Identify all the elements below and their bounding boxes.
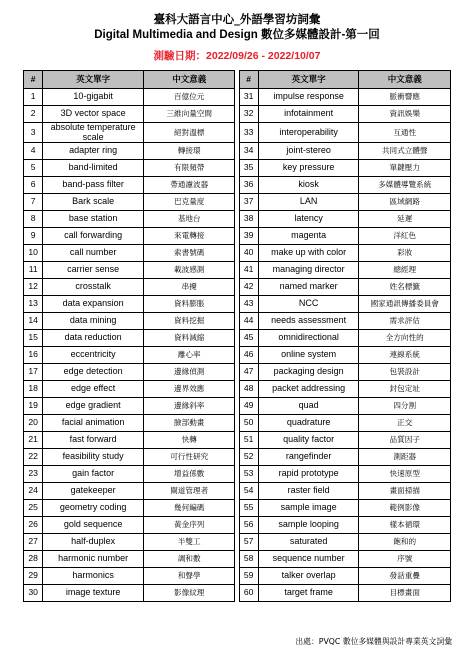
chinese-meaning: 帶通濾波器 <box>143 177 235 194</box>
english-term: raster field <box>258 483 359 500</box>
chinese-meaning: 資料膨脹 <box>143 296 235 313</box>
english-term: carrier sense <box>43 262 144 279</box>
table-row <box>24 330 451 347</box>
chinese-meaning: 互通性 <box>359 123 451 143</box>
word-number: 13 <box>24 296 43 313</box>
chinese-meaning: 快速原型 <box>359 466 451 483</box>
word-number: 19 <box>24 398 43 415</box>
word-number: 8 <box>24 211 43 228</box>
table-row <box>24 313 451 330</box>
word-number: 25 <box>24 500 43 517</box>
chinese-meaning: 洋紅色 <box>359 228 451 245</box>
english-term: packet addressing <box>258 381 359 398</box>
word-number: 9 <box>24 228 43 245</box>
word-number: 40 <box>239 245 258 262</box>
header-zh-left: 中文意義 <box>143 71 235 89</box>
word-number: 5 <box>24 160 43 177</box>
chinese-meaning: 邊界效應 <box>143 381 235 398</box>
chinese-meaning: 總經理 <box>359 262 451 279</box>
word-number: 33 <box>239 123 258 143</box>
table-row <box>24 534 451 551</box>
word-number: 39 <box>239 228 258 245</box>
table-row <box>24 347 451 364</box>
chinese-meaning: 幾何編碼 <box>143 500 235 517</box>
english-term: needs assessment <box>258 313 359 330</box>
table-row <box>24 123 451 143</box>
chinese-meaning: 臉部動畫 <box>143 415 235 432</box>
english-term: packaging design <box>258 364 359 381</box>
chinese-meaning: 畫面掃描 <box>359 483 451 500</box>
chinese-meaning: 樣本循環 <box>359 517 451 534</box>
word-number: 42 <box>239 279 258 296</box>
chinese-meaning: 共同式立體聲 <box>359 143 451 160</box>
english-term: saturated <box>258 534 359 551</box>
chinese-meaning: 區域網路 <box>359 194 451 211</box>
word-number: 1 <box>24 89 43 106</box>
english-term: band-pass filter <box>43 177 144 194</box>
english-term: band-limited <box>43 160 144 177</box>
chinese-meaning: 序號 <box>359 551 451 568</box>
english-term: key pressure <box>258 160 359 177</box>
english-term: half-duplex <box>43 534 144 551</box>
word-number: 36 <box>239 177 258 194</box>
table-row <box>24 106 451 123</box>
word-number: 55 <box>239 500 258 517</box>
chinese-meaning: 目標畫面 <box>359 585 451 602</box>
english-term: adapter ring <box>43 143 144 160</box>
word-number: 20 <box>24 415 43 432</box>
chinese-meaning: 全方向性的 <box>359 330 451 347</box>
chinese-meaning: 範例影像 <box>359 500 451 517</box>
table-row <box>24 194 451 211</box>
word-number: 21 <box>24 432 43 449</box>
table-row <box>24 364 451 381</box>
english-term: image texture <box>43 585 144 602</box>
chinese-meaning: 姓名標籤 <box>359 279 451 296</box>
english-term: infotainment <box>258 106 359 123</box>
english-term: gain factor <box>43 466 144 483</box>
word-number: 16 <box>24 347 43 364</box>
word-number: 49 <box>239 398 258 415</box>
chinese-meaning: 串擾 <box>143 279 235 296</box>
page-title-subject: Digital Multimedia and Design 數位多媒體設計-第一回 <box>94 29 380 41</box>
chinese-meaning: 基地台 <box>143 211 235 228</box>
english-term: gatekeeper <box>43 483 144 500</box>
english-term: rapid prototype <box>258 466 359 483</box>
chinese-meaning: 包裝設計 <box>359 364 451 381</box>
chinese-meaning: 脈衝響應 <box>359 89 451 106</box>
english-term: rangefinder <box>258 449 359 466</box>
word-number: 35 <box>239 160 258 177</box>
word-number: 18 <box>24 381 43 398</box>
english-term: interoperability <box>258 123 359 143</box>
chinese-meaning: 絕對溫標 <box>143 123 235 143</box>
chinese-meaning: 調和數 <box>143 551 235 568</box>
table-row <box>24 381 451 398</box>
vocabulary-table <box>23 70 451 602</box>
word-number: 24 <box>24 483 43 500</box>
english-term: absolute temperature scale <box>43 123 144 143</box>
table-header-row <box>24 71 451 89</box>
word-number: 54 <box>239 483 258 500</box>
english-term: feasibility study <box>43 449 144 466</box>
source-footer: 出處：PVQC 數位多媒體與設計專業英文詞彙 <box>295 637 452 646</box>
word-number: 7 <box>24 194 43 211</box>
word-number: 11 <box>24 262 43 279</box>
chinese-meaning: 可行性研究 <box>143 449 235 466</box>
chinese-meaning: 國家通訊傳播委員會 <box>359 296 451 313</box>
english-term: data expansion <box>43 296 144 313</box>
word-number: 27 <box>24 534 43 551</box>
english-term: eccentricity <box>43 347 144 364</box>
word-number: 38 <box>239 211 258 228</box>
word-number: 37 <box>239 194 258 211</box>
chinese-meaning: 載波感測 <box>143 262 235 279</box>
word-number: 31 <box>239 89 258 106</box>
word-number: 56 <box>239 517 258 534</box>
table-row <box>24 211 451 228</box>
english-term: NCC <box>258 296 359 313</box>
chinese-meaning: 和聲學 <box>143 568 235 585</box>
word-number: 50 <box>239 415 258 432</box>
header-num-right: # <box>239 71 258 89</box>
word-number: 58 <box>239 551 258 568</box>
chinese-meaning: 來電轉接 <box>143 228 235 245</box>
word-number: 17 <box>24 364 43 381</box>
english-term: sequence number <box>258 551 359 568</box>
table-row <box>24 177 451 194</box>
table-row <box>24 262 451 279</box>
word-number: 26 <box>24 517 43 534</box>
word-number: 41 <box>239 262 258 279</box>
table-row <box>24 500 451 517</box>
header-en-left: 英文單字 <box>43 71 144 89</box>
chinese-meaning: 快轉 <box>143 432 235 449</box>
word-number: 10 <box>24 245 43 262</box>
chinese-meaning: 有限頻帶 <box>143 160 235 177</box>
english-term: kiosk <box>258 177 359 194</box>
english-term: quadrature <box>258 415 359 432</box>
word-number: 43 <box>239 296 258 313</box>
table-row <box>24 432 451 449</box>
english-term: base station <box>43 211 144 228</box>
word-number: 12 <box>24 279 43 296</box>
chinese-meaning: 單鍵壓力 <box>359 160 451 177</box>
chinese-meaning: 連線系統 <box>359 347 451 364</box>
english-term: harmonic number <box>43 551 144 568</box>
word-number: 51 <box>239 432 258 449</box>
english-term: managing director <box>258 262 359 279</box>
table-row <box>24 245 451 262</box>
word-number: 53 <box>239 466 258 483</box>
english-term: edge gradient <box>43 398 144 415</box>
chinese-meaning: 多媒體導覽系統 <box>359 177 451 194</box>
english-term: crosstalk <box>43 279 144 296</box>
word-number: 57 <box>239 534 258 551</box>
table-row <box>24 449 451 466</box>
chinese-meaning: 測距器 <box>359 449 451 466</box>
english-term: magenta <box>258 228 359 245</box>
english-term: edge effect <box>43 381 144 398</box>
english-term: facial animation <box>43 415 144 432</box>
english-term: data mining <box>43 313 144 330</box>
table-row <box>24 483 451 500</box>
header-en-right: 英文單字 <box>258 71 359 89</box>
chinese-meaning: 離心率 <box>143 347 235 364</box>
english-term: call number <box>43 245 144 262</box>
english-term: impulse response <box>258 89 359 106</box>
chinese-meaning: 增益係數 <box>143 466 235 483</box>
word-number: 29 <box>24 568 43 585</box>
table-row <box>24 517 451 534</box>
word-number: 22 <box>24 449 43 466</box>
word-number: 6 <box>24 177 43 194</box>
english-term: LAN <box>258 194 359 211</box>
english-term: harmonics <box>43 568 144 585</box>
english-term: joint-stereo <box>258 143 359 160</box>
chinese-meaning: 資料減縮 <box>143 330 235 347</box>
word-number: 47 <box>239 364 258 381</box>
table-row <box>24 279 451 296</box>
chinese-meaning: 邊緣斜率 <box>143 398 235 415</box>
table-row <box>24 296 451 313</box>
chinese-meaning: 資訊娛樂 <box>359 106 451 123</box>
chinese-meaning: 彩妝 <box>359 245 451 262</box>
chinese-meaning: 半雙工 <box>143 534 235 551</box>
english-term: latency <box>258 211 359 228</box>
word-number: 48 <box>239 381 258 398</box>
table-row <box>24 568 451 585</box>
chinese-meaning: 轉接環 <box>143 143 235 160</box>
table-row <box>24 466 451 483</box>
table-row <box>24 585 451 602</box>
word-number: 28 <box>24 551 43 568</box>
table-row <box>24 415 451 432</box>
english-term: target frame <box>258 585 359 602</box>
chinese-meaning: 百億位元 <box>143 89 235 106</box>
word-number: 2 <box>24 106 43 123</box>
english-term: data reduction <box>43 330 144 347</box>
chinese-meaning: 三維向量空間 <box>143 106 235 123</box>
chinese-meaning: 索書號碼 <box>143 245 235 262</box>
word-number: 14 <box>24 313 43 330</box>
english-term: 10-gigabit <box>43 89 144 106</box>
chinese-meaning: 品質因子 <box>359 432 451 449</box>
english-term: talker overlap <box>258 568 359 585</box>
vocabulary-table-body <box>24 89 451 602</box>
english-term: call forwarding <box>43 228 144 245</box>
chinese-meaning: 封包定址 <box>359 381 451 398</box>
table-row <box>24 143 451 160</box>
english-term: sample image <box>258 500 359 517</box>
word-number: 59 <box>239 568 258 585</box>
word-number: 46 <box>239 347 258 364</box>
chinese-meaning: 資料挖掘 <box>143 313 235 330</box>
table-row <box>24 551 451 568</box>
word-number: 15 <box>24 330 43 347</box>
chinese-meaning: 四分割 <box>359 398 451 415</box>
table-row <box>24 89 451 106</box>
chinese-meaning: 延遲 <box>359 211 451 228</box>
english-term: omnidirectional <box>258 330 359 347</box>
english-term: 3D vector space <box>43 106 144 123</box>
table-row <box>24 160 451 177</box>
english-term: quad <box>258 398 359 415</box>
header-num-left: # <box>24 71 43 89</box>
chinese-meaning: 正交 <box>359 415 451 432</box>
english-term: quality factor <box>258 432 359 449</box>
chinese-meaning: 需求評估 <box>359 313 451 330</box>
english-term: make up with color <box>258 245 359 262</box>
chinese-meaning: 影像紋理 <box>143 585 235 602</box>
english-term: geometry coding <box>43 500 144 517</box>
header-zh-right: 中文意義 <box>359 71 451 89</box>
english-term: gold sequence <box>43 517 144 534</box>
chinese-meaning: 巴克量度 <box>143 194 235 211</box>
word-number: 60 <box>239 585 258 602</box>
english-term: fast forward <box>43 432 144 449</box>
chinese-meaning: 飽和的 <box>359 534 451 551</box>
english-term: named marker <box>258 279 359 296</box>
word-number: 23 <box>24 466 43 483</box>
word-number: 44 <box>239 313 258 330</box>
word-number: 30 <box>24 585 43 602</box>
word-number: 32 <box>239 106 258 123</box>
table-row <box>24 228 451 245</box>
word-number: 4 <box>24 143 43 160</box>
test-date: 測驗日期：2022/09/26 - 2022/10/07 <box>153 50 321 62</box>
word-number: 34 <box>239 143 258 160</box>
chinese-meaning: 閘道管理者 <box>143 483 235 500</box>
chinese-meaning: 邊緣偵測 <box>143 364 235 381</box>
page-title-institution: 臺科大語言中心_外語學習坊詞彙 <box>153 12 321 26</box>
word-number: 3 <box>24 123 43 143</box>
english-term: Bark scale <box>43 194 144 211</box>
english-term: edge detection <box>43 364 144 381</box>
chinese-meaning: 黃金序列 <box>143 517 235 534</box>
english-term: online system <box>258 347 359 364</box>
english-term: sample looping <box>258 517 359 534</box>
word-number: 52 <box>239 449 258 466</box>
word-number: 45 <box>239 330 258 347</box>
table-row <box>24 398 451 415</box>
chinese-meaning: 發話重疊 <box>359 568 451 585</box>
